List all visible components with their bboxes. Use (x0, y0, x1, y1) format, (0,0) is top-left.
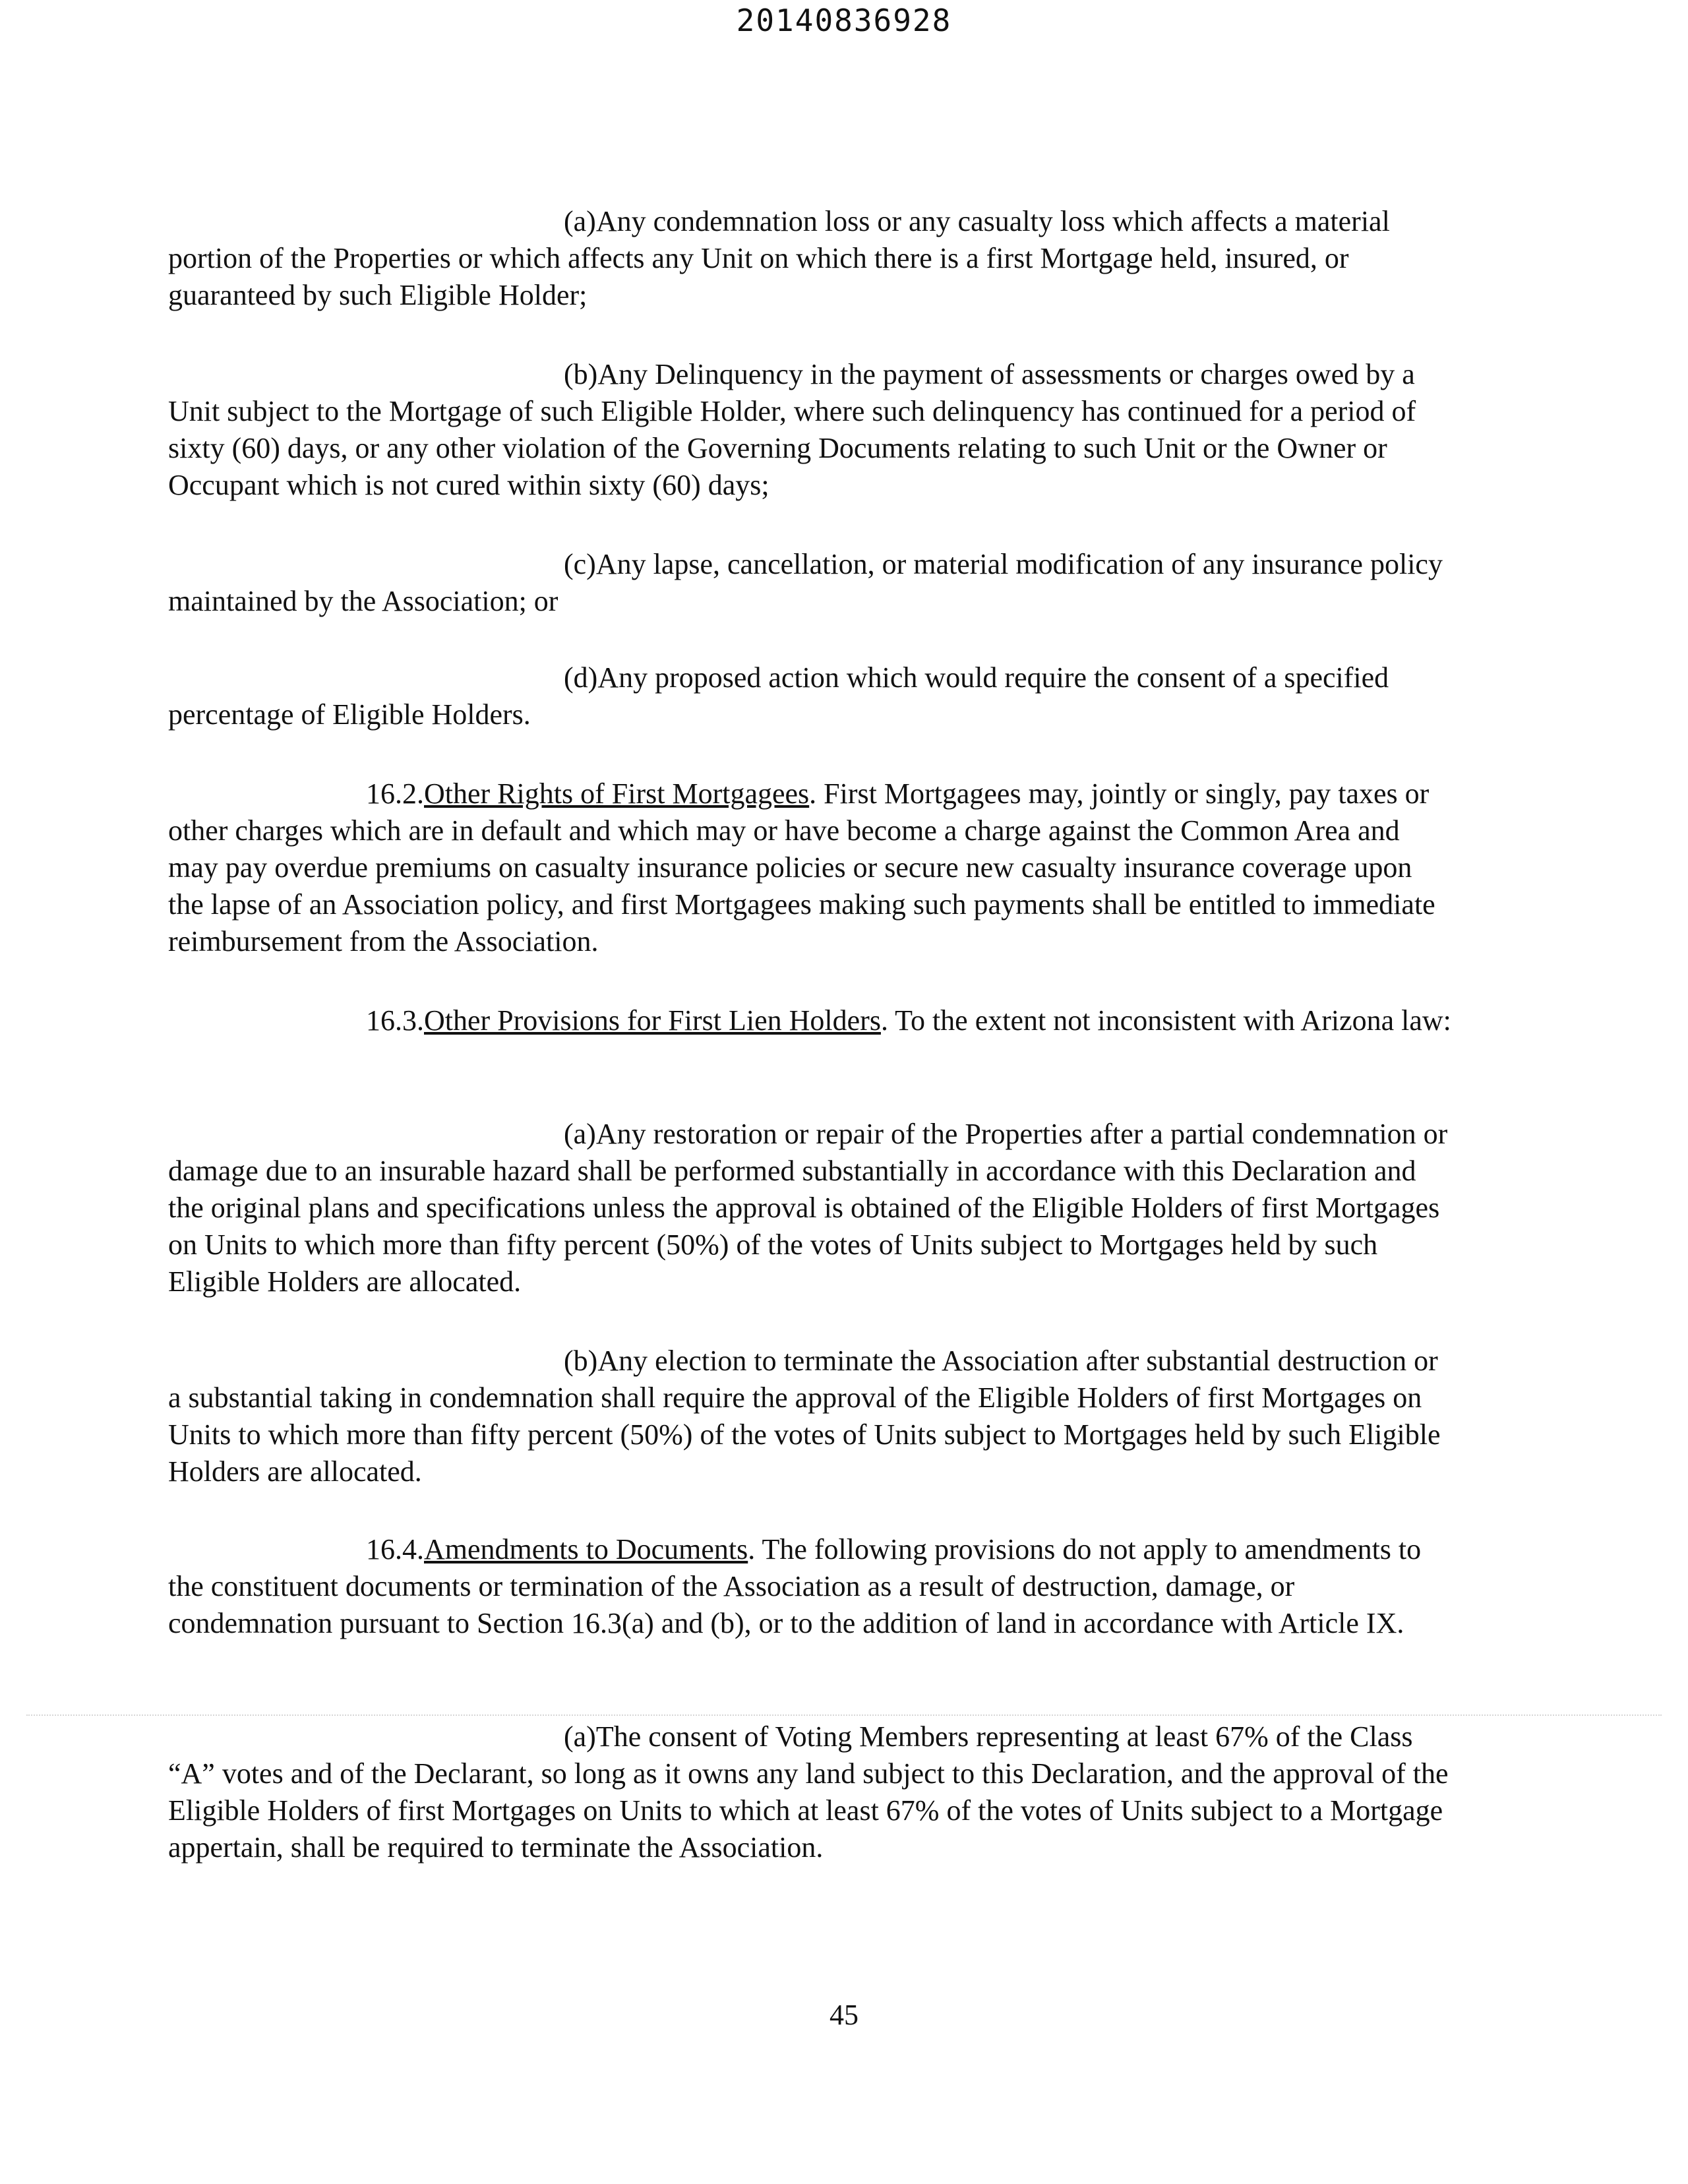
section-number: 16.2. (366, 777, 424, 810)
item-text: Any restoration or repair of the Properties after a partial condemnation or damage due to an insurable hazard shall be performed substantially in accordance with this Declaration and the original plans and specifications unless the approval is obtained of the Eligible Holders of first Mortgages on Units to which more than fifty percent (50%) of the votes of Units subject to Mortgages held by such Eligible Holders are allocated. (168, 1118, 1448, 1298)
section-number: 16.3. (366, 1004, 424, 1037)
item-text: Any condemnation loss or any casualty loss which affects a material portion of the Properties or which affects any Unit on which there is a first Mortgage held, insured, or guaranteed by such Eligible Holder; (168, 205, 1390, 311)
item-label: (a) (564, 205, 596, 237)
paragraph-16-3-a (168, 1116, 1454, 1300)
paragraph-16-1-b (168, 356, 1454, 504)
paragraph-16-1-a (168, 203, 1454, 314)
item-text: Any election to terminate the Association after substantial destruction or a substantial taking in condemnation shall require the approval of the Eligible Holders of first Mortgages on Units to which more than fifty percent (50%) of the votes of Units subject to Mortgages held by such Eligible Holders are allocated. (168, 1345, 1441, 1488)
paragraph-16-1-c (168, 546, 1454, 620)
item-label: (b) (564, 1345, 598, 1377)
section-heading: Other Rights of First Mortgagees (424, 777, 810, 810)
section-heading: Other Provisions for First Lien Holders (424, 1004, 881, 1037)
scan-artifact-divider (26, 1714, 1662, 1716)
item-label: (b) (564, 358, 598, 390)
item-label: (d) (564, 661, 598, 694)
section-16-2 (168, 775, 1454, 960)
item-label: (c) (564, 548, 596, 580)
page-number: 45 (829, 1999, 859, 2031)
item-text: Any lapse, cancellation, or material modification of any insurance policy maintained by the Association; or (168, 548, 1443, 617)
section-text: . First Mortgagees may, jointly or singly, pay taxes or other charges which are in default and which may or have become a charge against the Common Area and may pay overdue premiums on casualty insurance policies or secure new casualty insurance coverage upon the lapse of an Association policy, and first Mortgagees making such payments shall be entitled to immediate reimbursement from the Association. (168, 777, 1435, 957)
item-text: Any proposed action which would require the consent of a specified percentage of Eligible Holders. (168, 661, 1389, 731)
item-text: Any Delinquency in the payment of assessments or charges owed by a Unit subject to the Mortgage of such Eligible Holder, where such delinquency has continued for a period of sixty (60) days, or any other violation of the Governing Documents relating to such Unit or the Owner or Occupant which is not cured within sixty (60) days; (168, 358, 1416, 501)
section-number: 16.4. (366, 1533, 424, 1565)
item-text: The consent of Voting Members representing at least 67% of the Class “A” votes and of the Declarant, so long as it owns any land subject to this Declaration, and the approval of the Eligible Holders of first Mortgages on Units to which at least 67% of the votes of Units subject to a Mortgage appertain, shall be required to terminate the Association. (168, 1720, 1449, 1864)
section-heading: Amendments to Documents (424, 1533, 748, 1565)
item-label: (a) (564, 1118, 596, 1150)
paragraph-16-1-d (168, 659, 1454, 733)
section-text: . To the extent not inconsistent with Arizona law: (880, 1004, 1451, 1037)
document-number: 20140836928 (736, 3, 952, 38)
paragraph-16-4-a (168, 1718, 1454, 1866)
paragraph-16-3-b (168, 1343, 1454, 1490)
section-16-3 (168, 1002, 1454, 1039)
item-label: (a) (564, 1720, 596, 1753)
section-16-4 (168, 1531, 1454, 1642)
section-text: . The following provisions do not apply to amendments to the constituent documents or termination of the Association as a result of destruction, damage, or condemnation pursuant to Section 16.3(a) and (b), or to the addition of land in accordance with Article IX. (168, 1533, 1422, 1639)
